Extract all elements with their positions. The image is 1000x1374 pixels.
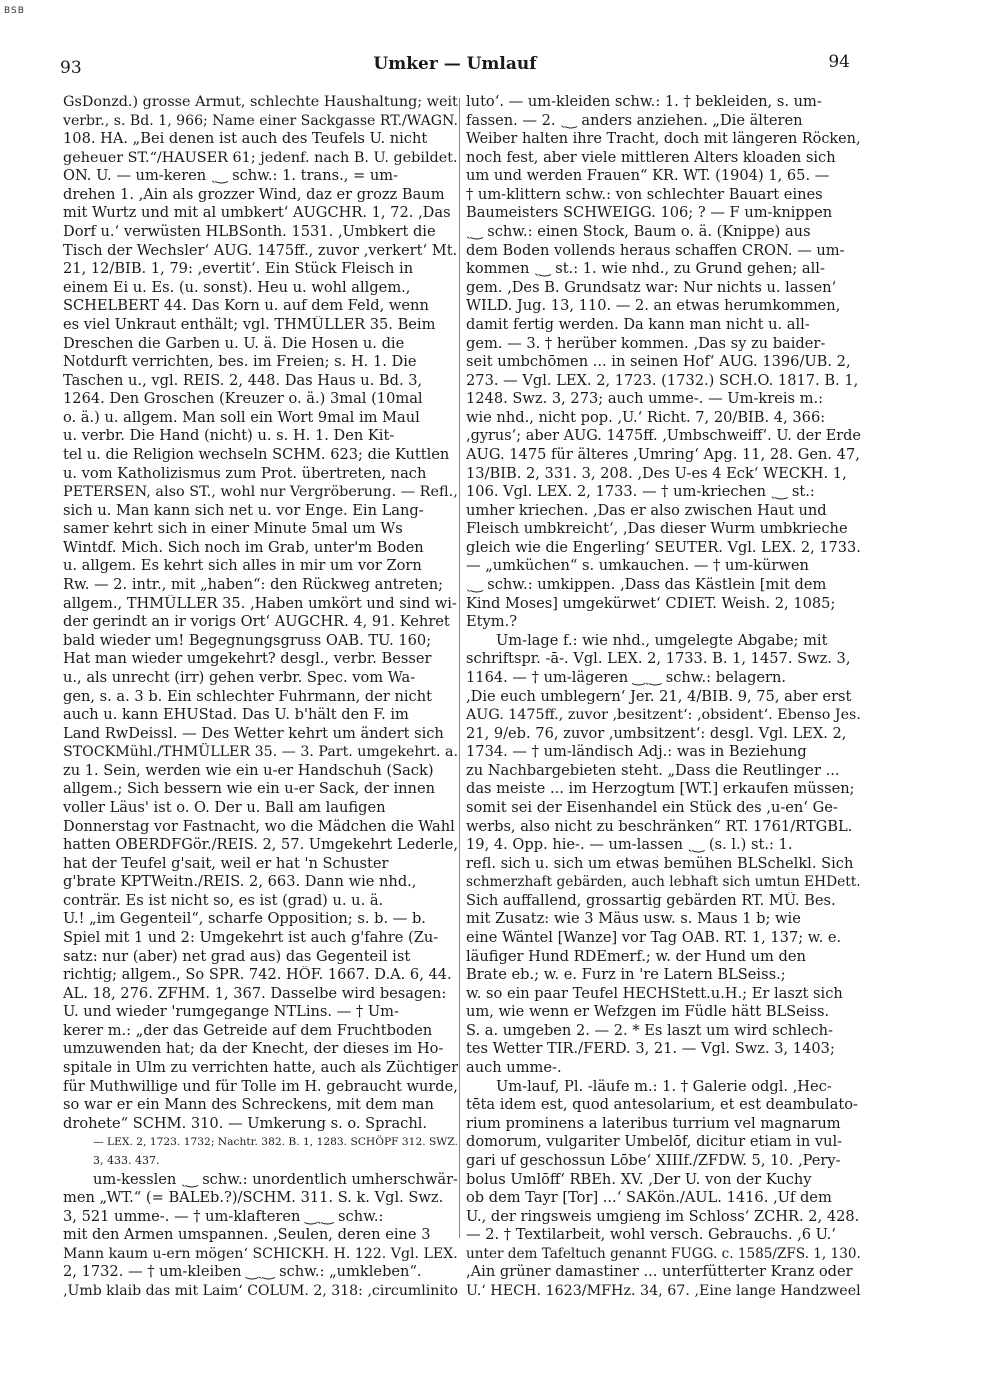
- text-line: einem Ei u. Es. (u. sonst). Heu u. wohl allgem.,: [63, 278, 411, 296]
- text-line: schmerzhaft gebärden, auch lebhaft sich umtun EHDett.: [466, 874, 861, 891]
- text-line: gleich wie die Engerling‘ SEUTER. Vgl. LEX. 2, 1733.: [466, 539, 861, 556]
- text-line: Tisch der Wechsler‘ AUG. 1475ff., zuvor ‚verkert‘ Mt.: [63, 241, 458, 259]
- text-line: conträr. Es ist nicht so, es ist (grad) u. u. ä.: [63, 891, 384, 909]
- text-line: verbr., s. Bd. 1, 966; Name einer Sackgasse RT./WAGN.: [63, 112, 458, 129]
- text-line: fassen. — 2. ˏ‿ anders anziehen. „Die älteren: [466, 111, 803, 129]
- text-line: Notdurft verrichten, bes. im Freien; s. H. 1. Die: [63, 353, 417, 371]
- text-line: † um-klittern schw.: von schlechter Bauart eines: [466, 185, 823, 203]
- column-divider: [459, 98, 460, 1238]
- text-line: allgem.; Sich bessern wie ein u-er Sack, der innen: [63, 780, 435, 798]
- text-line: schriftspr. -ā-. Vgl. LEX. 2, 1733. B. 1, 1457. Swz. 3,: [466, 650, 851, 668]
- text-line: 1248. Swz. 3, 273; auch umme-. — Um-kreis m.:: [466, 390, 824, 408]
- text-line: 3, 433. 437.: [93, 1153, 160, 1167]
- text-line: 1734. — † um-ländisch Adj.: was in Beziehung: [466, 743, 807, 761]
- text-line: so war er ein Mann des Schreckens, mit dem man: [63, 1096, 434, 1114]
- text-line: ON. U. — um-keren ˏ‿ schw.: 1. trans., = um-: [63, 167, 399, 185]
- text-line: gem. ‚Des B. Grundsatz war: Nur nichts u. lassen‘: [466, 278, 837, 296]
- text-line: mit Zusatz: wie 3 Mäus usw. s. Maus 1 b; wie: [466, 910, 801, 928]
- text-line: somit sei der Eisenhandel ein Stück des ‚u-en‘ Ge-: [466, 798, 838, 816]
- text-line: um-kesslen ˏ‿ schw.: unordentlich umherschwär-: [93, 1170, 458, 1188]
- text-line: ‚Umb klaib das mit Laim‘ COLUM. 2, 318: ‚circumlinito: [63, 1283, 458, 1299]
- text-line: allgem., THMÜLLER 35. ‚Haben umkört und sind wi-: [63, 594, 457, 612]
- text-line: u. vom Katholizismus zum Prot. übertreten, nach: [63, 464, 427, 482]
- text-line: STOCKMühl./THMÜLLER 35. — 3. Part. umgekehrt. a.: [63, 744, 458, 761]
- text-line: Etym.?: [466, 613, 518, 631]
- text-line: 19, 4. Opp. hie-. — um-lassen ˏ‿ (s. l.) st.: 1.: [466, 836, 793, 854]
- text-line: unter dem Tafeltuch genannt FUGG. c. 1585/ZFS. 1, 130.: [466, 1245, 861, 1262]
- text-line: Taschen u., vgl. REIS. 2, 448. Das Haus u. Bd. 3,: [63, 371, 423, 389]
- text-line: U.‘ HECH. 1623/MFHz. 34, 67. ‚Eine lange Handzweel: [466, 1283, 861, 1299]
- text-line: PETERSEN, also ST., wohl nur Vergröberung. — Refl.,: [63, 484, 458, 501]
- text-line: um, wie wenn er Wefzgen im Füdle hätt BLSeiss.: [466, 1003, 830, 1021]
- text-line: für Muthwillige und für Tolle im H. gebraucht wurde,: [63, 1077, 458, 1095]
- text-line: es viel Unkraut enthält; vgl. THMÜLLER 35. Beim: [63, 315, 436, 333]
- text-line: kerer m.: „der das Getreide auf dem Fruchtboden: [63, 1021, 433, 1039]
- text-line: — 2. † Textilarbeit, wohl versch. Gebrauchs. ‚6 U.‘: [466, 1226, 836, 1244]
- text-line: damit fertig werden. Da kann man nicht u. all-: [466, 315, 810, 333]
- text-line: Hat man wieder umgekehrt? desgl., verbr. Besser: [63, 650, 432, 668]
- text-line: — LEX. 2, 1723. 1732; Nachtr. 382. B. 1, 1283. SCHÖPF 312. SWZ.: [93, 1135, 458, 1149]
- text-line: luto‘. — um-kleiden schw.: 1. † bekleiden, s. um-: [466, 93, 822, 110]
- text-line: samer kehrt sich in einer Minute 5mal um Ws: [63, 520, 403, 538]
- text-line: tēta idem est, quod antesolarium, et est deambulato-: [466, 1096, 858, 1114]
- text-line: eine Wäntel [Wanze] vor Tag OAB. RT. 1, 137; w. e.: [466, 929, 842, 947]
- text-line: gari uf geschossun Lōbe‘ XIIIf./ZFDW. 5, 10. ‚Pery-: [466, 1151, 841, 1169]
- text-line: auch umme-.: [466, 1059, 562, 1077]
- text-line: GsDonzd.) grosse Armut, schlechte Haushaltung; weit: [63, 94, 458, 110]
- text-line: tel u. die Religion wechseln SCHM. 623; die Kuttlen: [63, 445, 450, 463]
- text-line: S. a. umgeben 2. — 2. * Es laszt um wird schlech-: [466, 1021, 833, 1039]
- text-line: g'brate KPTWeitn./REIS. 2, 663. Dann wie nhd.,: [63, 873, 417, 891]
- text-line: hatten OBERDFGör./REIS. 2, 57. Umgekehrt Lederle,: [63, 836, 458, 854]
- text-line: dem Boden vollends heraus schaffen CRON. — um-: [466, 241, 845, 259]
- text-line: sich u. Man kann sich net u. vor Enge. Ein Lang-: [63, 501, 424, 519]
- text-line: geheuer ST.“/HAUSER 61; jedenf. nach B. U. gebildet.: [63, 149, 458, 166]
- text-line: Um-lage f.: wie nhd., umgelegte Abgabe; mit: [496, 631, 828, 649]
- text-line: U.! „im Gegenteil“, scharfe Opposition; s. b. — b.: [63, 910, 426, 928]
- text-line: voller Läus' ist o. O. Der u. Ball am laufigen: [63, 798, 386, 816]
- left-column: [63, 93, 458, 1301]
- text-line: u. allgem. Es kehrt sich alles in mir um vor Zorn: [63, 557, 422, 575]
- text-line: ‚Die euch umblegern‘ Jer. 21, 4/BIB. 9, 75, aber erst: [466, 687, 852, 705]
- text-line: der gerindt an ir vorigs Ort‘ AUGCHR. 4, 91. Kehret: [63, 613, 450, 631]
- text-line: umher kriechen. ‚Das er also zwischen Haut und: [466, 501, 827, 519]
- text-line: AUG. 1475ff., zuvor ‚besitzent‘: ‚obsident‘. Ebenso Jes.: [466, 707, 861, 724]
- text-line: SCHELBERT 44. Das Korn u. auf dem Feld, wenn: [63, 297, 429, 315]
- page-number-left: 93: [60, 58, 82, 78]
- text-line: Sich auffallend, grossartig gebärden RT. MÜ. Bes.: [466, 891, 836, 909]
- text-line: richtig; allgem., So SPR. 742. HÖF. 1667. D.A. 6, 44.: [63, 966, 452, 984]
- text-line: 21, 9/eb. 76, zuvor ‚umbsitzent‘: desgl. Vgl. LEX. 2,: [466, 724, 847, 742]
- text-line: Baumeisters SCHWEIGG. 106; ? — F um-knippen: [466, 204, 833, 222]
- text-line: Spiel mit 1 und 2: Umgekehrt ist auch g'fahre (Zu-: [63, 929, 439, 947]
- text-line: Kind Moses] umgekürwet‘ CDIET. Weish. 2, 1085;: [466, 594, 836, 612]
- running-header: [60, 50, 850, 80]
- text-line: das meiste ... im Herzogtum [WT.] erkaufen müssen;: [466, 780, 855, 798]
- text-line: noch fest, aber viele mittleren Alters kloaden sich: [466, 148, 836, 166]
- text-line: Um-lauf, Pl. -läufe m.: 1. † Galerie odgl. ‚Hec-: [496, 1077, 832, 1095]
- text-line: mit Wurtz und mit al umbkert‘ AUGCHR. 1, 72. ‚Das: [63, 204, 451, 222]
- text-line: Mann kaum u-ern mögen‘ SCHICKH. H. 122. Vgl. LEX.: [63, 1245, 458, 1262]
- text-line: kommen ˏ‿ st.: 1. wie nhd., zu Grund gehen; all-: [466, 260, 825, 278]
- text-line: Weiber halten ihre Tracht, doch mit längeren Röcken,: [466, 131, 861, 148]
- text-line: drohete“ SCHM. 310. — Umkerung s. o. Sprachl.: [63, 1114, 428, 1132]
- text-line: satz: nur (aber) net grad aus) das Gegenteil ist: [63, 947, 411, 965]
- text-line: Fleisch umbkreicht‘, ‚Das dieser Wurm umbkrieche: [466, 520, 848, 538]
- text-line: auch u. kann EHUStad. Das U. b'hält den F. im: [63, 706, 409, 724]
- text-line: bald wieder um! Begegnungsgruss OAB. TU. 160;: [63, 631, 432, 649]
- text-line: U., der ringsweis umgieng im Schloss‘ ZCHR. 2, 428.: [466, 1207, 860, 1225]
- text-line: WILD. Jug. 13, 110. — 2. an etwas herumkommen,: [466, 297, 841, 315]
- text-line: domorum, vulgariter Umbelōf, dicitur etiam in vul-: [466, 1133, 843, 1151]
- text-line: ‚Ain grüner damastiner ... unterfütterter Kranz oder: [466, 1263, 853, 1281]
- text-line: 106. Vgl. LEX. 2, 1733. — † um-kriechen ˏ‿ st.:: [466, 483, 815, 501]
- text-line: u., als unrecht (irr) gehen verbr. Spec. vom Wa-: [63, 668, 416, 686]
- text-line: um und werden Frauen“ KR. WT. (1904) 1, 65. —: [466, 167, 830, 185]
- text-line: Dorf u.‘ verwüsten HLBSonth. 1531. ‚Umbkert die: [63, 223, 436, 241]
- text-line: läufiger Hund RDEmerf.; w. der Hund um den: [466, 947, 806, 965]
- text-line: mit den Armen umspannen. ‚Seulen, deren eine 3: [63, 1226, 431, 1244]
- text-line: gen, s. a. 3 b. Ein schlechter Fuhrmann, der nicht: [63, 687, 432, 705]
- text-line: drehen 1. ‚Ain als grozzer Wind, daz er grozz Baum: [63, 185, 445, 203]
- text-line: seit umbchōmen ... in seinen Hof‘ AUG. 1396/UB. 2,: [466, 353, 851, 371]
- text-line: zu Nachbargebieten steht. „Dass die Reutlinger ...: [466, 761, 840, 779]
- text-line: AL. 18, 276. ZFHM. 1, 367. Dasselbe wird besagen:: [63, 984, 447, 1002]
- text-line: men „WT.“ (= BALEb.?)/SCHM. 311. S. k. Vgl. Swz.: [63, 1189, 444, 1207]
- text-line: 2, 1732. — † um-kleiben ‿ˏ‿ schw.: „umkleben“.: [63, 1263, 422, 1281]
- text-line: gem. — 3. † herüber kommen. ‚Das sy zu baider-: [466, 334, 826, 352]
- text-line: 13/BIB. 2, 331. 3, 208. ‚Des U-es 4 Eck‘ WECKH. 1,: [466, 464, 847, 482]
- text-line: u. verbr. Die Hand (nicht) u. s. H. 1. Den Kit-: [63, 427, 395, 445]
- text-line: ob dem Tayr [Tor] ...‘ SAKön./AUL. 1416. ‚Uf dem: [466, 1189, 832, 1207]
- text-line: 1164. — † um-lägeren ‿ˏ‿ schw.: belagern.: [466, 668, 787, 686]
- text-line: hat der Teufel g'sait, weil er hat 'n Schuster: [63, 854, 389, 872]
- text-line: werbs, also nicht zu beschränken“ RT. 1761/RTGBL.: [466, 817, 853, 835]
- text-line: Dreschen die Garben u. U. ä. Die Hosen u. die: [63, 334, 405, 352]
- text-line: ‚gyrus‘; aber AUG. 1475ff. ‚Umbschweiff‘. U. der Erde: [466, 428, 861, 445]
- text-line: umzuwenden hat; da der Knecht, der dieses im Ho-: [63, 1040, 444, 1058]
- text-line: wie nhd., nicht pop. ‚U.‘ Richt. 7, 20/BIB. 4, 366:: [466, 408, 826, 426]
- text-line: zu 1. Sein, werden wie ein u-er Handschuh (Sack): [63, 761, 434, 779]
- library-stamp: BSB: [4, 6, 25, 16]
- text-line: 3, 521 umme-. — † um-klafteren ‿ˏ‿ schw.:: [63, 1207, 384, 1225]
- text-line: spitale in Ulm zu verrichten hatte, auch als Züchtiger: [63, 1060, 458, 1077]
- right-column: [466, 93, 861, 1301]
- text-line: AUG. 1475 für älteres ‚Umring‘ Apg. 11, 28. Gen. 47,: [466, 445, 860, 463]
- text-line: — „umküchen“ s. umkauchen. — † um-kürwen: [466, 557, 809, 575]
- text-line: Donnerstag vor Fastnacht, wo die Mädchen die Wahl: [63, 817, 455, 835]
- text-line: refl. sich u. sich um etwas bemühen BLSchelkl. Sich: [466, 854, 854, 872]
- text-line: Land RwDeissl. — Des Wetter kehrt um ändert sich: [63, 724, 444, 742]
- text-line: rium prominens a lateribus turrium vel magnarum: [466, 1114, 841, 1132]
- text-line: w. so ein paar Teufel HECHStett.u.H.; Er laszt sich: [466, 984, 843, 1002]
- text-line: U. und wieder 'rumgegange NTLins. — † Um-: [63, 1003, 399, 1021]
- text-line: Wintdf. Mich. Sich noch im Grab, unter'm Boden: [63, 538, 424, 556]
- page-number-right: 94: [828, 52, 850, 72]
- text-line: 21, 12/BIB. 1, 79: ‚evertit‘. Ein Stück Fleisch in: [63, 260, 414, 278]
- text-line: Rw. — 2. intr., mit „haben“: den Rückweg antreten;: [63, 576, 444, 594]
- text-line: ˏ‿ schw.: umkippen. ‚Dass das Kästlein [mit dem: [466, 576, 827, 594]
- text-line: 273. — Vgl. LEX. 2, 1723. (1732.) SCH.O. 1817. B. 1,: [466, 371, 859, 389]
- text-line: bolus Umlōff‘ RBEh. XV. ‚Der U. von der Kuchy: [466, 1170, 812, 1188]
- text-line: Brate eb.; w. e. Furz in 're Latern BLSeiss.;: [466, 966, 786, 984]
- text-line: tes Wetter TIR./FERD. 3, 21. — Vgl. Swz. 3, 1403;: [466, 1040, 835, 1058]
- text-line: ˏ‿ schw.: einen Stock, Baum o. ä. (Knippe) aus: [466, 223, 811, 241]
- text-line: 1264. Den Groschen (Kreuzer o. ä.) 3mal (10mal: [63, 390, 423, 408]
- text-line: 108. HA. „Bei denen ist auch des Teufels U. nicht: [63, 130, 428, 148]
- running-title: Umker — Umlauf: [373, 54, 537, 74]
- text-line: o. ä.) u. allgem. Man soll ein Wort 9mal im Maul: [63, 408, 420, 426]
